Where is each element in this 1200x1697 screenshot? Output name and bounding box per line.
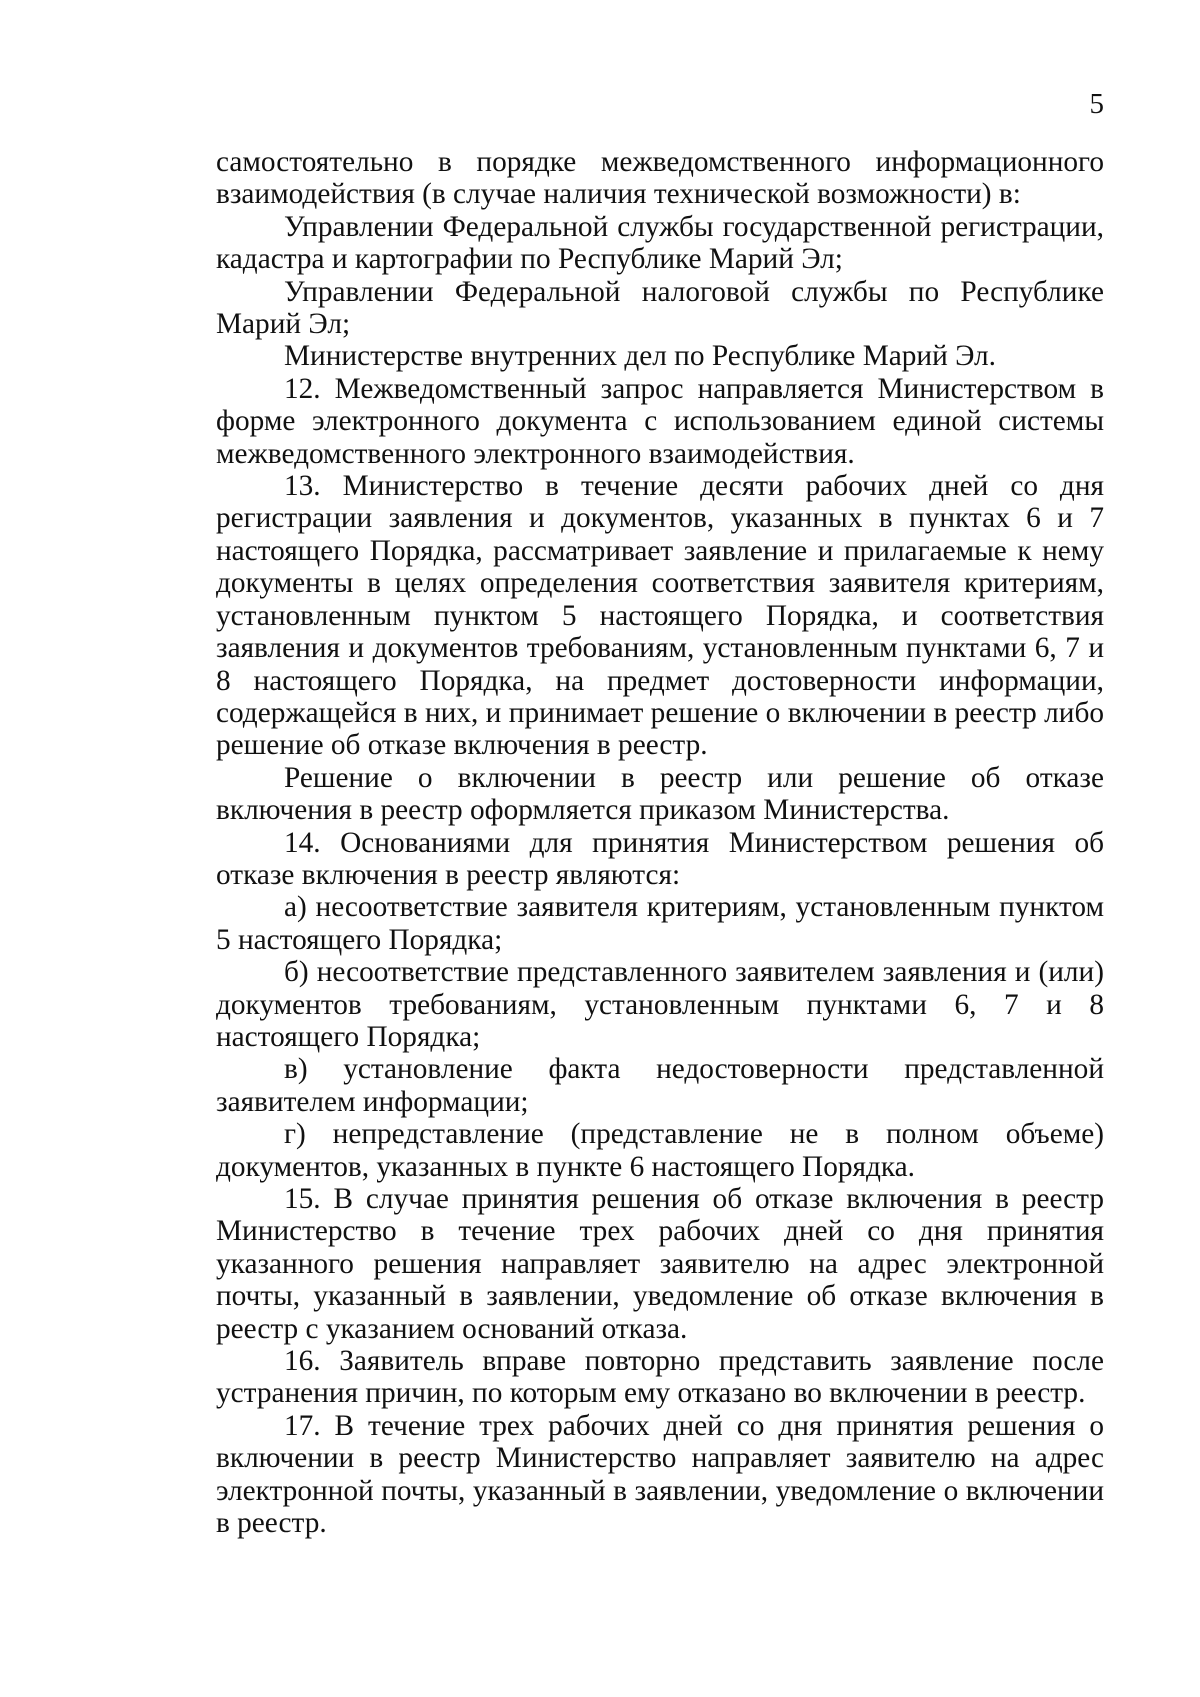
paragraph-item-15: 15. В случае принятия решения об отказе включения в реестр Министерство в течение трех рабочих дней со дня принятия указанного решения направляет заявителю на адрес электронной почты, указанный в заявлении, уведомление об отказе включения в реестр с указанием оснований отказа. (216, 1183, 1104, 1345)
paragraph-item-17: 17. В течение трех рабочих дней со дня принятия решения о включении в реестр Министерство направляет заявителю на адрес электронной почты, указанный в заявлении, уведомление о включении в реестр. (216, 1409, 1104, 1540)
paragraph-item-14: 14. Основаниями для принятия Министерством решения об отказе включения в реестр являются: (216, 826, 1104, 891)
page-number: 5 (1089, 88, 1104, 120)
paragraph-item-14g: г) непредставление (представление не в полном объеме) документов, указанных в пункте 6 настоящего Порядка. (216, 1118, 1104, 1183)
document-body (216, 146, 1104, 1539)
paragraph-internal-affairs: Министерстве внутренних дел по Республике Марий Эл. (284, 340, 996, 373)
paragraph-rosreestr: Управлении Федеральной службы государственной регистрации, кадастра и картографии по Республике Марий Эл; (216, 210, 1104, 276)
paragraph-tax-service: Управлении Федеральной налоговой службы по Республике Марий Эл; (216, 275, 1104, 341)
paragraph-item-12: 12. Межведомственный запрос направляется Министерством в форме электронного документа с использованием единой системы межведомственного электронного взаимодействия. (216, 372, 1104, 470)
paragraph-item-13: 13. Министерство в течение десяти рабочих дней со дня регистрации заявления и документов, указанных в пунктах 6 и 7 настоящего Порядка, рассматривает заявление и прилагаемые к нему документы в целях определения соответствия заявителя критериям, установленным пунктом 5 настоящего Порядка, и соответствия заявления и документов требованиям, установленным пунктами 6, 7 и 8 настоящего Порядка, на предмет достоверности информации, содержащейся в них, и принимает решение о включении в реестр либо решение об отказе включения в реестр. (216, 470, 1104, 762)
paragraph-item-16: 16. Заявитель вправе повторно представить заявление после устранения причин, по которым ему отказано во включении в реестр. (216, 1345, 1104, 1410)
paragraph-item-14a: а) несоответствие заявителя критериям, установленным пунктом 5 настоящего Порядка; (216, 891, 1104, 956)
paragraph-continuation: самостоятельно в порядке межведомственного информационного взаимодействия (в случае наличия технической возможности) в: (216, 146, 1104, 211)
paragraph-decision-order: Решение о включении в реестр или решение об отказе включения в реестр оформляется приказом Министерства. (216, 761, 1104, 827)
paragraph-item-14v: в) установление факта недостоверности представленной заявителем информации; (216, 1053, 1104, 1118)
paragraph-item-14b: б) несоответствие представленного заявителем заявления и (или) документов требованиям, установленным пунктами 6, 7 и 8 настоящего Порядка; (216, 956, 1104, 1053)
